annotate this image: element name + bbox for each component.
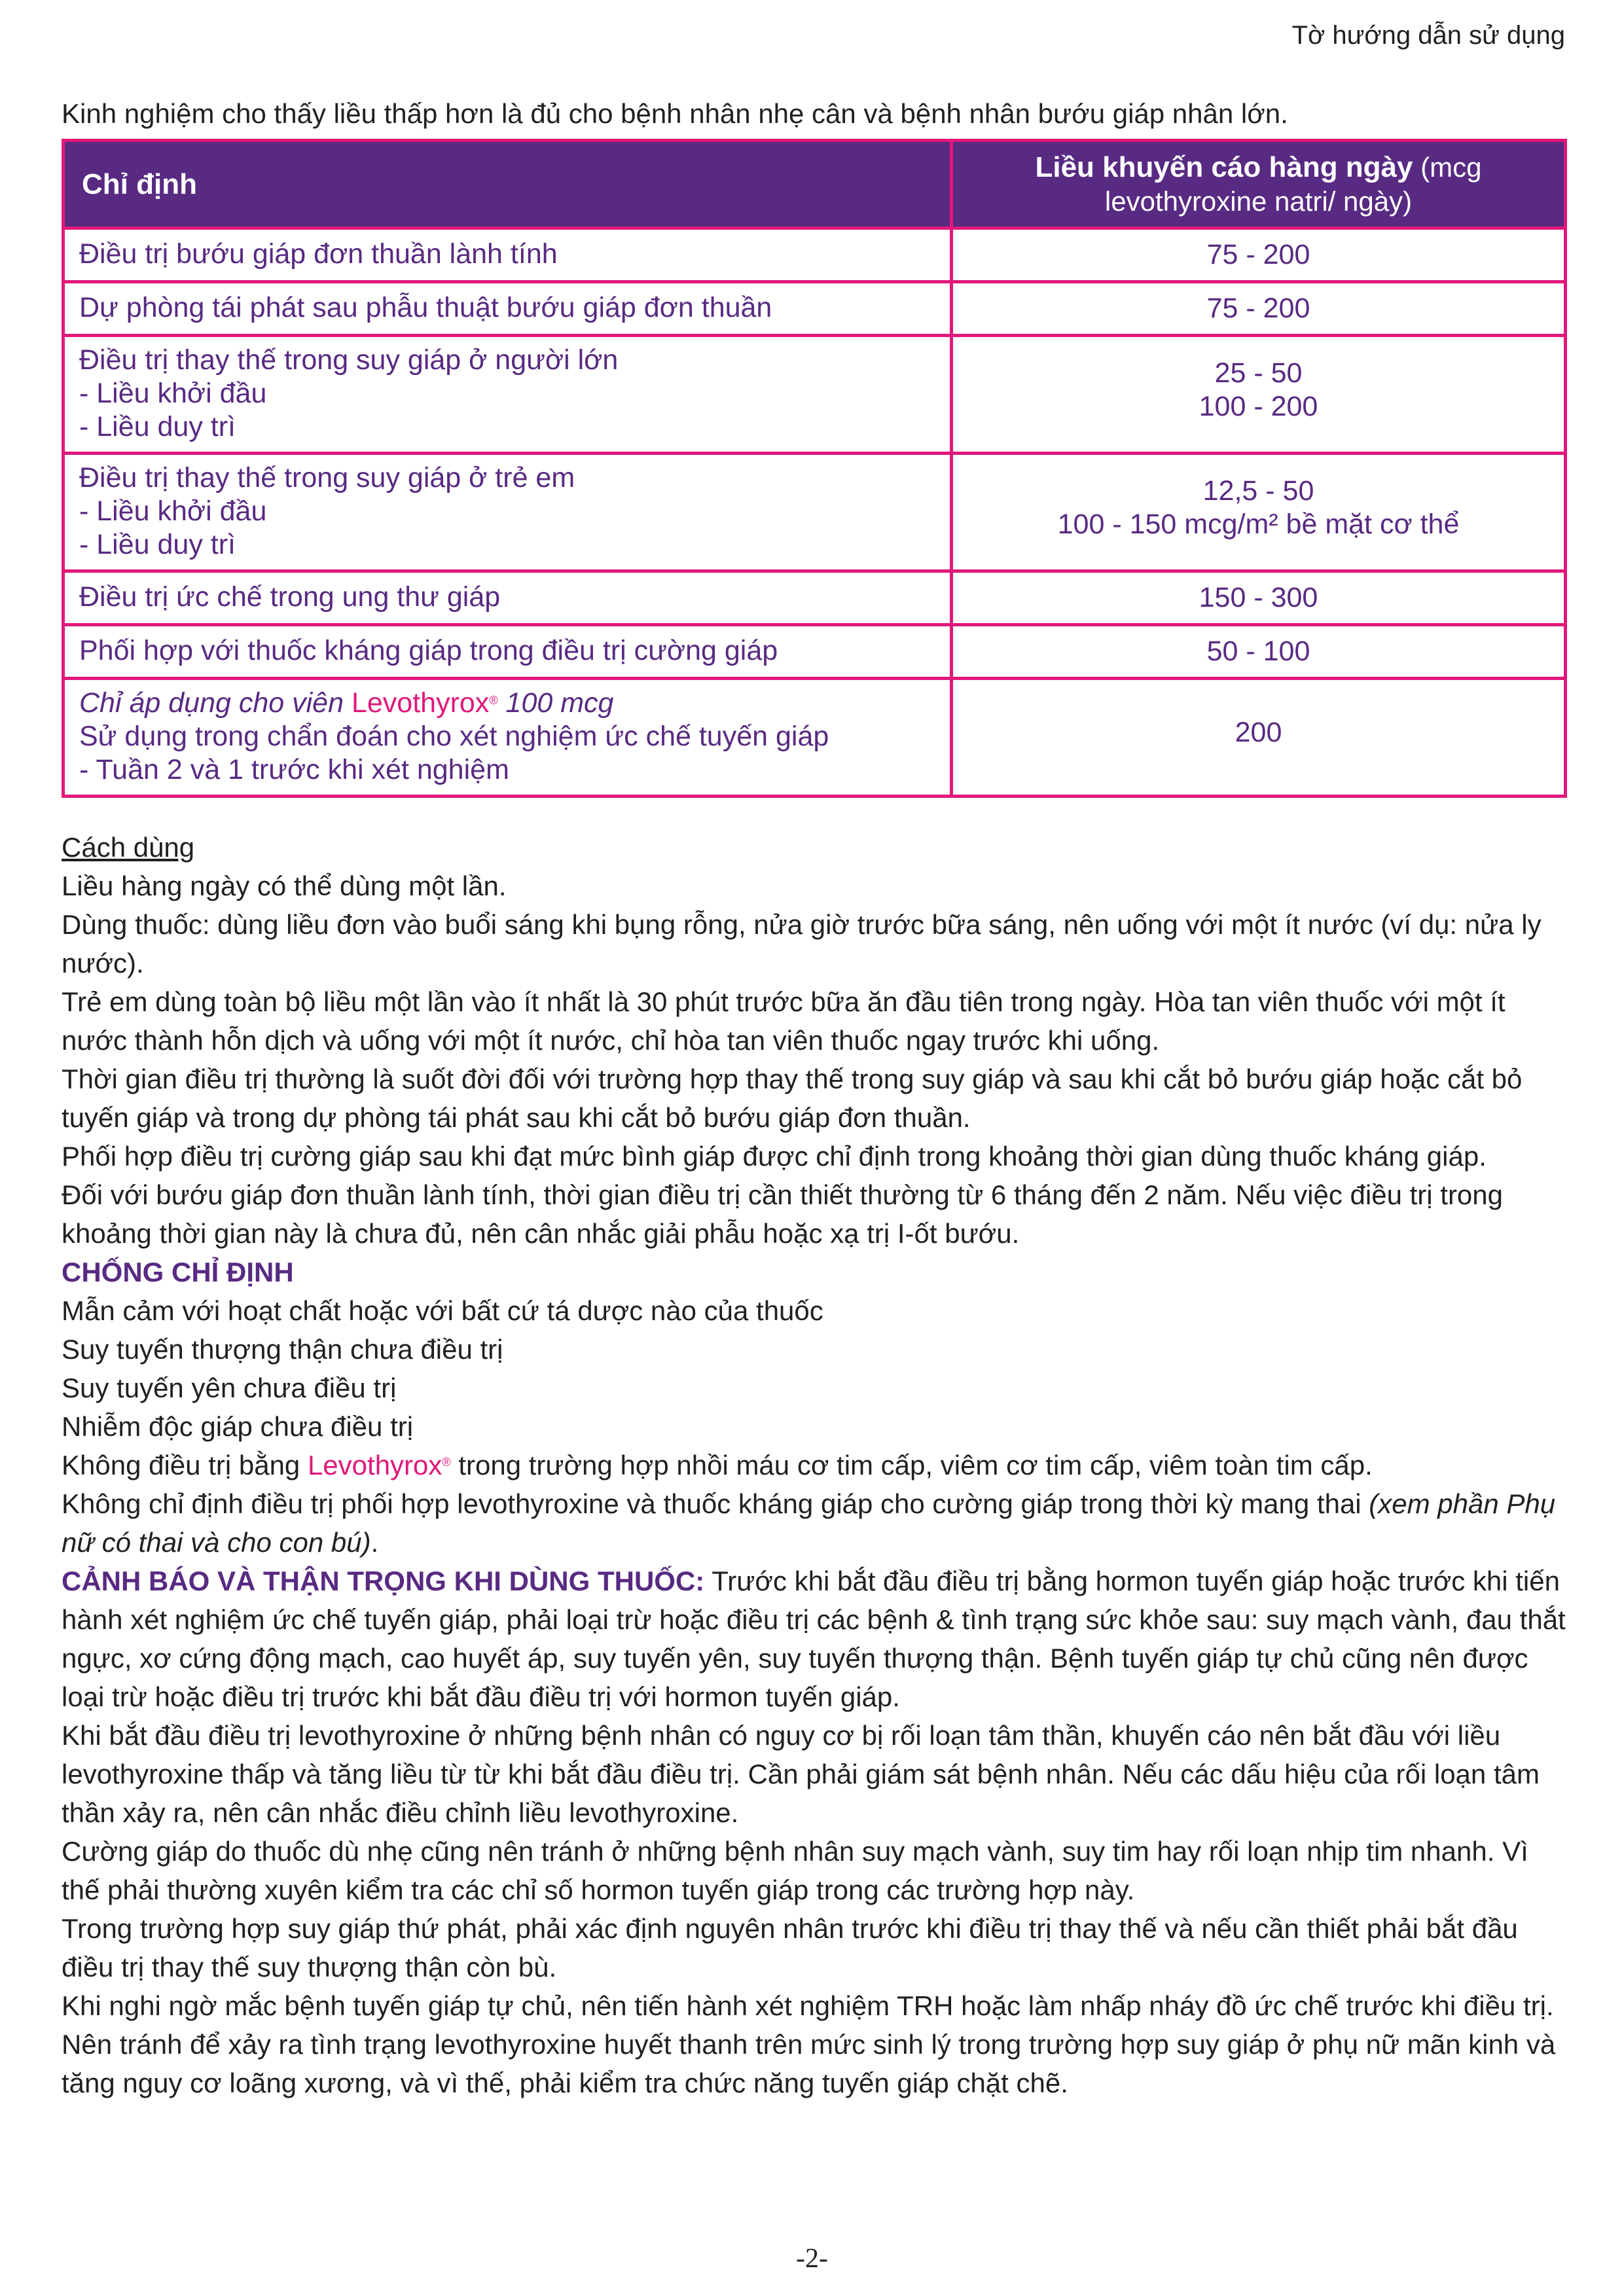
warnings-paragraph: Nên tránh để xảy ra tình trạng levothyroxine huyết thanh trên mức sinh lý trong trường hợp suy giáp ở phụ nữ mãn kinh và tăng nguy cơ loãng xương, và vì thế, phải kiểm tra chức năng tuyến giáp chặt chẽ. [62,2029,1556,2098]
indication-cell [63,679,952,797]
brand-name: Levothyrox [351,687,490,719]
indication-line: Phối hợp với thuốc kháng giáp trong điều trị cường giáp [79,635,778,666]
dose-value: 25 - 50 [1214,357,1303,389]
brand-name: Levothyrox [307,1450,442,1480]
indication-line: Điều trị thay thế trong suy giáp ở người lớn [79,344,619,376]
warnings-heading: CẢNH BÁO VÀ THẬN TRỌNG KHI DÙNG THUỐC: [62,1566,705,1596]
warnings-paragraph: Cường giáp do thuốc dù nhẹ cũng nên tránh ở những bệnh nhân suy mạch vành, suy tim hay rối loạn nhịp tim nhanh. Vì thế phải thường xuyên kiểm tra các chỉ số hormon tuyến giáp trong các trường hợp này. [62,1836,1528,1905]
indication-suffix: 100 mcg [497,687,614,719]
indication-line: - Liều khởi đầu [79,378,267,409]
table-row [63,571,1566,625]
registered-mark: ® [442,1456,451,1469]
dose-value: 75 - 200 [1206,293,1310,324]
table-row [63,228,1566,282]
table-row [63,454,1566,571]
indication-line: - Tuần 2 và 1 trước khi xét nghiệm [79,754,509,785]
cross-reference: (xem phần Phụ nữ có thai và cho con bú) [62,1488,1556,1558]
page-number: -2- [796,2244,828,2274]
usage-heading: Cách dùng [62,832,195,863]
contraindication-text: Không chỉ định điều trị phối hợp levothyroxine và thuốc kháng giáp cho cường giáp trong thời kỳ mang thai [62,1488,1369,1519]
dose-cell [952,228,1566,282]
contraindication-text: Không điều trị bằng [62,1450,308,1480]
indication-line: Điều trị thay thế trong suy giáp ở trẻ em [79,462,575,493]
indication-cell [63,625,952,679]
indication-line: Điều trị ức chế trong ung thư giáp [79,581,501,613]
table-row [63,336,1566,454]
dose-value: 100 - 200 [1199,390,1318,422]
dosage-table-header-row [63,141,1566,228]
dose-column-header-title: Liều khuyến cáo hàng ngày [1035,151,1413,183]
indication-cell [63,282,952,336]
usage-paragraph: Dùng thuốc: dùng liều đơn vào buổi sáng khi bụng rỗng, nửa giờ trước bữa sáng, nên uống với một ít nước (ví dụ: nửa ly nước). [62,909,1542,978]
dose-cell [952,571,1566,625]
indication-line: Sử dụng trong chẩn đoán cho xét nghiệm ức chế tuyến giáp [79,721,829,752]
indication-line: Điều trị bướu giáp đơn thuần lành tính [79,238,558,270]
indication-line: - Liều duy trì [79,411,236,442]
usage-paragraph: Liều hàng ngày có thể dùng một lần. [62,870,507,901]
contraindication-item [62,1446,1567,1484]
dose-value: 12,5 - 50 [1202,475,1314,507]
warnings-paragraph: Khi bắt đầu điều trị levothyroxine ở những bệnh nhân có nguy cơ bị rối loạn tâm thần, khuyến cáo nên bắt đầu với liều levothyroxine thấp và tăng liều từ từ khi bắt đầu điều trị. Cần phải giám sát bệnh nhân. Nếu các dấu hiệu của rối loạn tâm thần xảy ra, nên cân nhắc điều chỉnh liều levothyroxine. [62,1720,1540,1828]
intro-text: Kinh nghiệm cho thấy liều thấp hơn là đủ cho bệnh nhân nhẹ cân và bệnh nhân bướu giáp nhân lớn. [62,98,1288,129]
usage-paragraph: Trẻ em dùng toàn bộ liều một lần vào ít nhất là 30 phút trước bữa ăn đầu tiên trong ngày. Hòa tan viên thuốc với một ít nước thành hỗn dịch và uống với một ít nước, chỉ hòa tan viên thuốc ngay trước khi uống. [62,986,1506,1056]
warnings-paragraph: Khi nghi ngờ mắc bệnh tuyến giáp tự chủ, nên tiến hành xét nghiệm TRH hoặc làm nhấp nháy đồ ức chế trước khi điều trị. [62,1990,1554,2021]
dose-value: 150 - 300 [1199,582,1318,613]
dose-value: 50 - 100 [1206,636,1310,667]
dose-value: 200 [1235,717,1282,748]
registered-mark: ® [489,694,498,707]
document-header-label: Tờ hướng dẫn sử dụng [1291,21,1565,50]
table-row [63,679,1566,797]
dose-cell [952,454,1566,571]
indication-line: Dự phòng tái phát sau phẫu thuật bướu giáp đơn thuần [79,292,772,323]
warnings-paragraph: Trong trường hợp suy giáp thứ phát, phải xác định nguyên nhân trước khi điều trị thay thế và nếu cần thiết phải bắt đầu điều trị thay thế suy thượng thận còn bù. [62,1913,1518,1982]
contraindication-item: Nhiễm độc giáp chưa điều trị [62,1411,414,1442]
contraindication-text: trong trường hợp nhồi máu cơ tim cấp, viêm cơ tim cấp, viêm toàn tim cấp. [450,1450,1373,1480]
indication-cell [63,336,952,454]
contraindication-item [62,1484,1567,1562]
contraindications-heading: CHỐNG CHỈ ĐỊNH [62,1257,294,1287]
indication-line [79,687,935,720]
indication-cell [63,571,952,625]
body-text [62,828,1567,2102]
page-content [62,96,1567,2102]
warnings-paragraph [62,1562,1567,1716]
dosage-table [62,139,1567,798]
contraindication-item: Mẫn cảm với hoạt chất hoặc với bất cứ tá dược nào của thuốc [62,1295,823,1326]
dose-value: 75 - 200 [1206,239,1310,270]
dose-cell [952,282,1566,336]
indication-column-header: Chỉ định [63,141,952,228]
table-row [63,282,1566,336]
dose-cell [952,336,1566,454]
contraindication-item: Suy tuyến thượng thận chưa điều trị [62,1334,503,1365]
indication-cell [63,454,952,571]
dose-value: 100 - 150 mcg/m² bề mặt cơ thể [1057,508,1460,540]
dose-cell [952,679,1566,797]
usage-paragraph: Phối hợp điều trị cường giáp sau khi đạt mức bình giáp được chỉ định trong khoảng thời gian dùng thuốc kháng giáp. [62,1141,1487,1172]
usage-paragraph: Thời gian điều trị thường là suốt đời đối với trường hợp thay thế trong suy giáp và sau khi cắt bỏ bướu giáp hoặc cắt bỏ tuyến giáp và trong dự phòng tái phát sau khi cắt bỏ bướu giáp đơn thuần. [62,1064,1523,1133]
contraindication-text: . [370,1527,379,1558]
indication-line: - Liều khởi đầu [79,495,267,527]
dose-column-header [952,141,1566,228]
table-row [63,625,1566,679]
dose-column-header-unit: (mcg levothyroxine natri/ ngày) [1104,151,1482,217]
indication-line: - Liều duy trì [79,529,236,560]
dose-cell [952,625,1566,679]
indication-cell [63,228,952,282]
usage-paragraph: Đối với bướu giáp đơn thuần lành tính, thời gian điều trị cần thiết thường từ 6 tháng đến 2 năm. Nếu việc điều trị trong khoảng thời gian này là chưa đủ, nên cân nhắc giải phẫu hoặc xạ trị I-ốt bướu. [62,1179,1504,1249]
warnings-text: Trước khi bắt đầu điều trị bằng hormon tuyến giáp hoặc trước khi tiến hành xét nghiệm ức chế tuyến giáp, phải loại trừ hoặc điều trị các bệnh & tình trạng sức khỏe sau: suy mạch vành, đau thắt ngực, xơ cứng động mạch, cao huyết áp, suy tuyến yên, suy tuyến thượng thận. Bệnh tuyến giáp tự chủ cũng nên được loại trừ hoặc điều trị trước khi bắt đầu điều trị với hormon tuyến giáp. [62,1566,1566,1712]
contraindication-item: Suy tuyến yên chưa điều trị [62,1372,397,1403]
indication-prefix: Chỉ áp dụng cho viên [79,687,352,719]
